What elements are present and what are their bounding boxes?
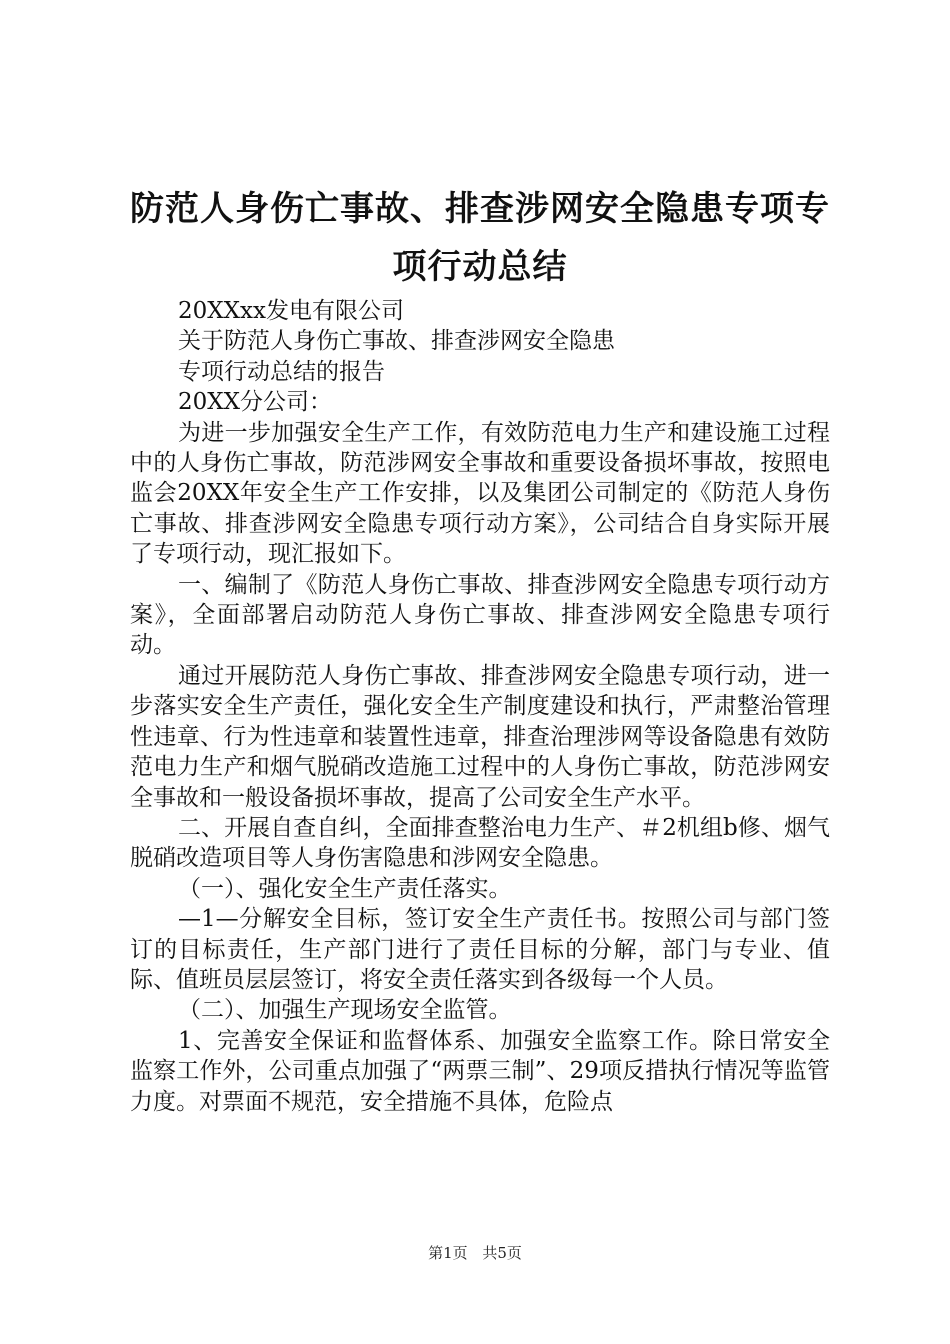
- company-name: 20XXxx发电有限公司: [178, 298, 404, 324]
- section-heading: （一）、强化安全生产责任落实。: [178, 875, 512, 902]
- document-body: [130, 296, 830, 1117]
- paragraph: 为进一步加强安全生产工作，有效防范电力生产和建设施工过程中的人身伤亡事故，防范涉网安全事故和重要设备损坏事故，按照电监会20XX年安全生产工作安排，以及集团公司制定的《防范人身伤亡事故、排查涉网安全隐患专项行动方案》，公司结合自身实际开展了专项行动，现汇报如下。: [130, 419, 830, 568]
- section-heading: （二）、加强生产现场安全监管。: [178, 997, 512, 1024]
- paragraph: 1、完善安全保证和监督体系、加强安全监察工作。除日常安全监察工作外，公司重点加强了“两票三制”、29项反措执行情况等监管力度。对票面不规范，安全措施不具体，危险点: [130, 1027, 830, 1115]
- page-footer: [0, 1243, 950, 1263]
- paragraph: —1—分解安全目标，签订安全生产责任书。按照公司与部门签订的目标责任，生产部门进行了责任目标的分解，部门与专业、值际、值班员层层签订，将安全责任落实到各级每一个人员。: [130, 906, 830, 993]
- paragraph: 一、编制了《防范人身伤亡事故、排查涉网安全隐患专项行动方案》，全面部署启动防范人身伤亡事故、排查涉网安全隐患专项行动。: [130, 571, 830, 659]
- paragraph: 二、开展自查自纠，全面排查整治电力生产、＃2机组b修、烟气脱硝改造项目等人身伤害隐患和涉网安全隐患。: [130, 814, 830, 872]
- title-line-2: 项行动总结: [392, 247, 568, 287]
- page-total: 共5页: [482, 1244, 522, 1262]
- page-number: 第1页: [428, 1244, 468, 1262]
- document-title: [120, 180, 840, 296]
- addressee: 20XX分公司：: [178, 389, 333, 416]
- paragraph: 通过开展防范人身伤亡事故、排查涉网安全隐患专项行动，进一步落实安全生产责任，强化安全生产制度建设和执行，严肃整治管理性违章、行为性违章和装置性违章，排查治理涉网等设备隐患有效防范电力生产和烟气脱硝改造施工过程中的人身伤亡事故，防范涉网安全事故和一般设备损坏事故，提高了公司安全生产水平。: [130, 662, 830, 811]
- report-subject-line-2: 专项行动总结的报告: [178, 358, 385, 385]
- title-line-1: 防范人身伤亡事故、排查涉网安全隐患专项专: [130, 189, 830, 229]
- report-subject-line-1: 关于防范人身伤亡事故、排查涉网安全隐患: [178, 328, 615, 355]
